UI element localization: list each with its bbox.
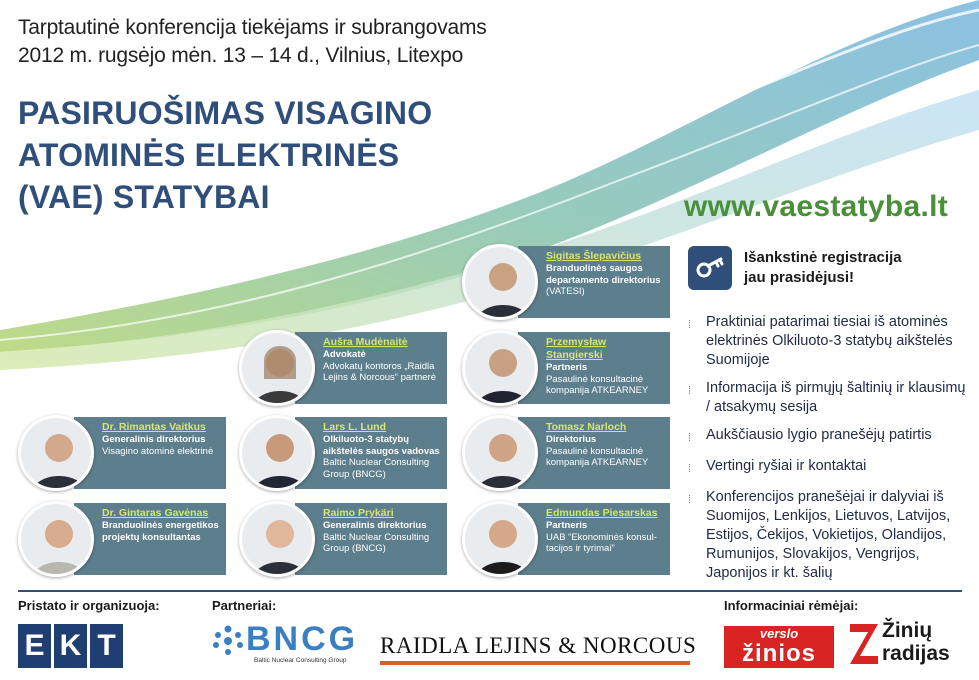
registration-line-2: jau prasidėjusi! (744, 269, 855, 286)
list-item: ⁞ Aukščiausio lygio pranešėjų patirtis (688, 426, 973, 448)
conference-header (18, 14, 487, 70)
title-line-2: ATOMINĖS ELEKTRINĖS (18, 137, 400, 173)
speaker-card (462, 502, 670, 576)
speaker-org: Advokatų kontoros „Raidla Lejins & Norcous“ partnerė (323, 360, 436, 383)
bncg-logo-subtitle: Baltic Nuclear Consulting Group (254, 657, 347, 664)
speaker-org: UAB “Ekonominės konsul-tacijos ir tyrimai” (546, 531, 657, 554)
speaker-org: Baltic Nuclear Consulting Group (BNCG) (323, 457, 430, 480)
speaker-role: Partneris (546, 520, 588, 531)
footer-divider (18, 590, 962, 592)
speaker-name[interactable]: Edmundas Piesarskas (546, 507, 658, 519)
list-item: ⁞ Praktiniai patarimai tiesiai iš atominės elektrinės Olkiluoto-3 statybų aikštelės Suomijoje (688, 314, 953, 368)
verslo-zinios-logo[interactable] (724, 626, 834, 668)
bullet-icon: ⁞ (688, 385, 692, 397)
ekt-logo-letter: T (90, 624, 123, 668)
bullet-icon: ⁞ (688, 432, 692, 444)
ziniu-logo-line-2: radijas (882, 642, 950, 665)
benefits-list (688, 313, 973, 592)
bullet-icon: ⁞ (688, 319, 692, 331)
bncg-dots-icon (210, 623, 246, 657)
speaker-card (462, 416, 670, 490)
speaker-photo (462, 244, 538, 320)
speaker-photo (239, 330, 315, 406)
verslo-logo-bottom: žinios (741, 640, 816, 667)
speaker-name[interactable]: Raimo Prykäri (323, 507, 394, 519)
title-line-1: PASIRUOŠIMAS VISAGINO (18, 95, 433, 131)
speaker-role: Generalinis direktorius (323, 520, 427, 531)
list-item: ⁞ Konferencijos pranešėjai ir dalyviai iš Suomijos, Lenkijos, Lietuvos, Latvijos, Estijos, Čekijos, Vokietijos, Olandijos, Rumunijos, Slovakijos, Vengrijos, Japonijos ir kt. šalių (688, 489, 951, 581)
bullet-icon: ⁞ (688, 494, 692, 506)
raidla-logo-text: RAIDLA LEJINS & NORCOUS (380, 633, 697, 658)
speaker-role: Direktorius (546, 434, 597, 445)
partners-label: Partneriai: (212, 598, 277, 613)
speaker-name[interactable]: Tomasz Narloch (546, 421, 627, 433)
speaker-card (239, 416, 447, 490)
list-item: ⁞ Vertingi ryšiai ir kontaktai (688, 457, 973, 479)
ziniu-radijas-mark-icon (848, 618, 880, 666)
speaker-role: Branduolinės saugos departamento direktorius (546, 263, 661, 286)
speaker-role: Branduolinės energetikos projektų konsultantas (102, 520, 219, 543)
speaker-name[interactable]: Aušra Mudėnaitė (323, 336, 408, 348)
speaker-name[interactable]: Lars L. Lund (323, 421, 386, 433)
raidla-logo[interactable] (380, 633, 696, 665)
speaker-org: Visagino atominė elektrinė (102, 445, 214, 457)
ziniu-logo-line-1: Žinių (882, 619, 933, 642)
ekt-logo[interactable] (18, 624, 126, 668)
ekt-logo-letter: E (18, 624, 51, 668)
conference-subtitle: Tarptautinė konferencija tiekėjams ir subrangovams (18, 16, 487, 39)
speaker-photo (462, 501, 538, 577)
speaker-role: Advokatė (323, 349, 366, 360)
speaker-photo (239, 501, 315, 577)
speaker-role: Partneris (546, 362, 588, 373)
title-line-3: (VAE) STATYBAI (18, 179, 270, 215)
speaker-card (239, 502, 447, 576)
registration-line-1: Išankstinė registracija (744, 249, 902, 266)
website-link[interactable]: www.vaestatyba.lt (684, 190, 949, 223)
speaker-card (462, 245, 670, 319)
verslo-logo-top: verslo (759, 626, 799, 641)
speaker-role: Generalinis direktorius (102, 434, 206, 445)
speaker-org: (VATESI) (546, 286, 585, 297)
speaker-photo (239, 415, 315, 491)
speaker-card (18, 502, 226, 576)
speaker-role: Olkiluoto-3 statybų aikštelės saugos vadovas (323, 434, 440, 457)
speaker-name[interactable]: Przemysław Stangierski (546, 336, 607, 361)
bncg-logo[interactable] (210, 620, 358, 664)
speaker-photo (462, 330, 538, 406)
bncg-logo-text: BNCG (246, 620, 359, 658)
page-title (18, 92, 488, 218)
speaker-photo (18, 501, 94, 577)
raidla-logo-bar (380, 661, 690, 665)
key-icon (688, 246, 732, 290)
conference-date-location: 2012 m. rugsėjo mėn. 13 – 14 d., Vilnius, Litexpo (18, 44, 464, 67)
speaker-photo (18, 415, 94, 491)
ziniu-radijas-logo[interactable] (848, 618, 950, 666)
speaker-photo (462, 415, 538, 491)
registration-notice (688, 246, 902, 290)
speaker-org: Pasaulinė konsultacinė kompanija ATKEARNEY (546, 373, 649, 396)
speaker-org: Pasaulinė konsultacinė kompanija ATKEARNEY (546, 445, 649, 468)
speaker-card (239, 331, 447, 405)
speaker-name[interactable]: Dr. Rimantas Vaitkus (102, 421, 206, 433)
bullet-icon: ⁞ (688, 463, 692, 475)
list-item: ⁞ Informacija iš pirmųjų šaltinių ir klausimų / atsakymų sesija (688, 380, 966, 415)
ekt-logo-letter: K (54, 624, 87, 668)
speaker-name[interactable]: Dr. Gintaras Gavėnas (102, 507, 209, 519)
speaker-name[interactable]: Sigitas Šlepavičius (546, 250, 642, 262)
speaker-card (462, 331, 670, 405)
speaker-card (18, 416, 226, 490)
organizer-label: Pristato ir organizuoja: (18, 598, 160, 613)
speaker-org: Baltic Nuclear Consulting Group (BNCG) (323, 531, 430, 554)
media-sponsors-label: Informaciniai rėmėjai: (724, 598, 859, 613)
